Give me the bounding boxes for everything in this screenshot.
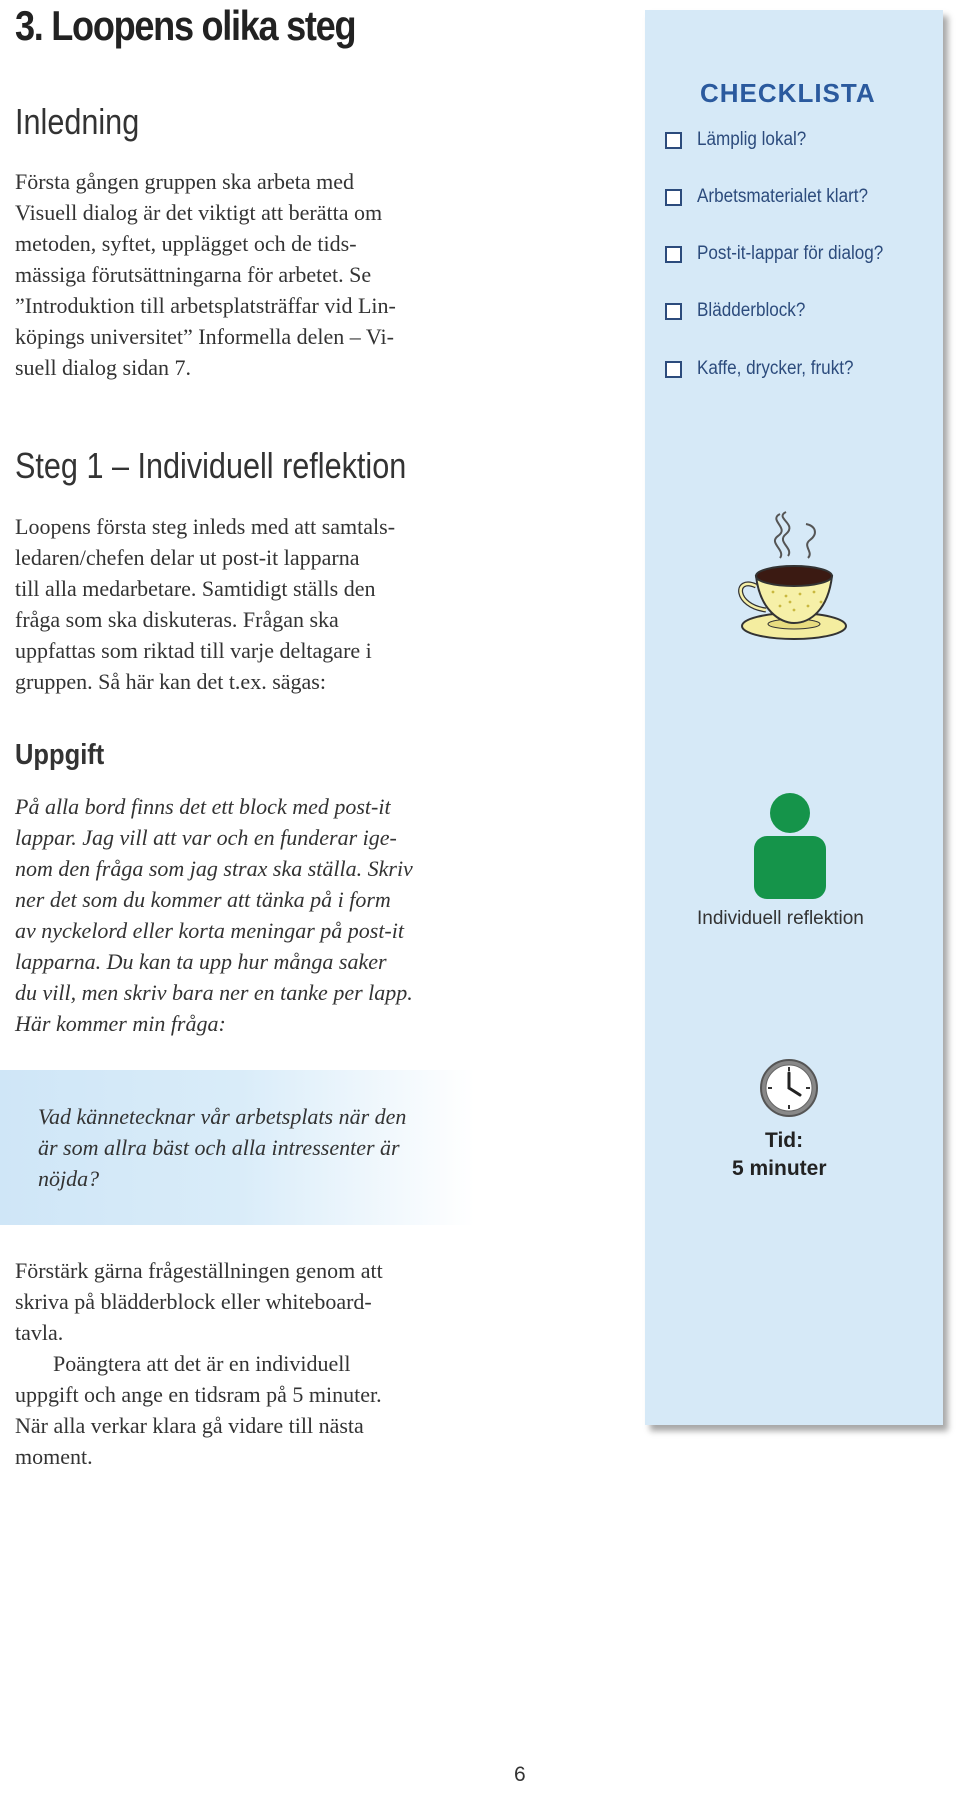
person-icon: [751, 792, 829, 899]
closing-paragraph-2: [15, 1348, 485, 1472]
text-line: Första gången gruppen ska arbeta med: [15, 169, 355, 194]
checklist-item[interactable]: [665, 356, 871, 382]
checklist-item[interactable]: [665, 241, 904, 267]
text-line: Visuell dialog är det viktigt att berätta om: [15, 200, 383, 225]
checklist-item[interactable]: [665, 127, 818, 153]
text-line: uppfattas som riktad till varje deltagare i: [15, 638, 372, 663]
text-line: köpings universitet” Informella delen – Vi-: [15, 324, 394, 349]
checklist-item-label: Lämplig lokal?: [697, 129, 807, 150]
text-line: nöjda?: [38, 1166, 100, 1191]
checkbox[interactable]: [665, 132, 682, 149]
time-label: Tid:: [765, 1129, 804, 1152]
text-line: nom den fråga som jag strax ska ställa. Skriv: [15, 856, 413, 881]
uppgift-paragraph: [15, 791, 485, 1039]
text-line: suell dialog sidan 7.: [15, 355, 191, 380]
question-text: [38, 1101, 406, 1194]
checklist-item[interactable]: [665, 298, 817, 324]
clock-icon: [758, 1057, 820, 1119]
text-line: till alla medarbetare. Samtidigt ställs den: [15, 576, 376, 601]
steg1-paragraph: [15, 511, 485, 697]
text-line: När alla verkar klara gå vidare till nästa: [15, 1413, 364, 1438]
checklist-item-label: Arbetsmaterialet klart?: [697, 186, 869, 207]
text-line: du vill, men skriv bara ner en tanke per lapp.: [15, 980, 413, 1005]
time-value: 5 minuter: [732, 1157, 827, 1180]
steg1-heading: Steg 1 – Individuell reflektion: [15, 445, 407, 486]
checklist-item-label: Post-it-lappar för dialog?: [697, 243, 884, 264]
checkbox[interactable]: [665, 189, 682, 206]
text-line: ledaren/chefen delar ut post-it lapparna: [15, 545, 360, 570]
checklist-item[interactable]: [665, 184, 887, 210]
text-line: gruppen. Så här kan det t.ex. sägas:: [15, 669, 326, 694]
page-number: 6: [514, 1763, 526, 1786]
text-line: ”Introduktion till arbetsplatsträffar vid Lin-: [15, 293, 396, 318]
text-line: lapparna. Du kan ta upp hur många saker: [15, 949, 387, 974]
text-line: tavla.: [15, 1320, 64, 1345]
checkbox[interactable]: [665, 246, 682, 263]
checklist-item-label: Blädderblock?: [697, 300, 806, 321]
checklist-sidebar: [645, 10, 943, 1425]
text-line: mässiga förutsättningarna för arbetet. Se: [15, 262, 372, 287]
text-line: skriva på blädderblock eller whiteboard-: [15, 1289, 372, 1314]
inledning-paragraph: [15, 166, 485, 383]
checkbox[interactable]: [665, 303, 682, 320]
inledning-heading: Inledning: [15, 101, 140, 142]
text-line: Poängtera att det är en individuell: [53, 1351, 351, 1376]
text-line: moment.: [15, 1444, 93, 1469]
text-line: Vad kännetecknar vår arbetsplats när den: [38, 1104, 407, 1129]
closing-paragraph-1: [15, 1255, 485, 1348]
checkbox[interactable]: [665, 361, 682, 378]
checklist-item-label: Kaffe, drycker, frukt?: [697, 358, 854, 379]
coffee-cup-icon: [728, 510, 860, 645]
checklist-title: CHECKLISTA: [700, 78, 876, 108]
uppgift-heading: Uppgift: [15, 739, 105, 771]
text-line: av nyckelord eller korta meningar på post-it: [15, 918, 404, 943]
person-label: Individuell reflektion: [697, 908, 864, 929]
text-line: På alla bord finns det ett block med post-it: [15, 794, 391, 819]
text-line: Loopens första steg inleds med att samtals-: [15, 514, 396, 539]
text-line: är som allra bäst och alla intressenter är: [38, 1135, 400, 1160]
text-line: Förstärk gärna frågeställningen genom att: [15, 1258, 383, 1283]
text-line: uppgift och ange en tidsram på 5 minuter.: [15, 1382, 382, 1407]
chapter-title: 3. Loopens olika steg: [15, 2, 356, 49]
text-line: metoden, syftet, upplägget och de tids-: [15, 231, 357, 256]
text-line: ner det som du kommer att tänka på i form: [15, 887, 391, 912]
text-line: Här kommer min fråga:: [15, 1011, 226, 1036]
text-line: lappar. Jag vill att var och en funderar ige-: [15, 825, 397, 850]
text-line: fråga som ska diskuteras. Frågan ska: [15, 607, 339, 632]
